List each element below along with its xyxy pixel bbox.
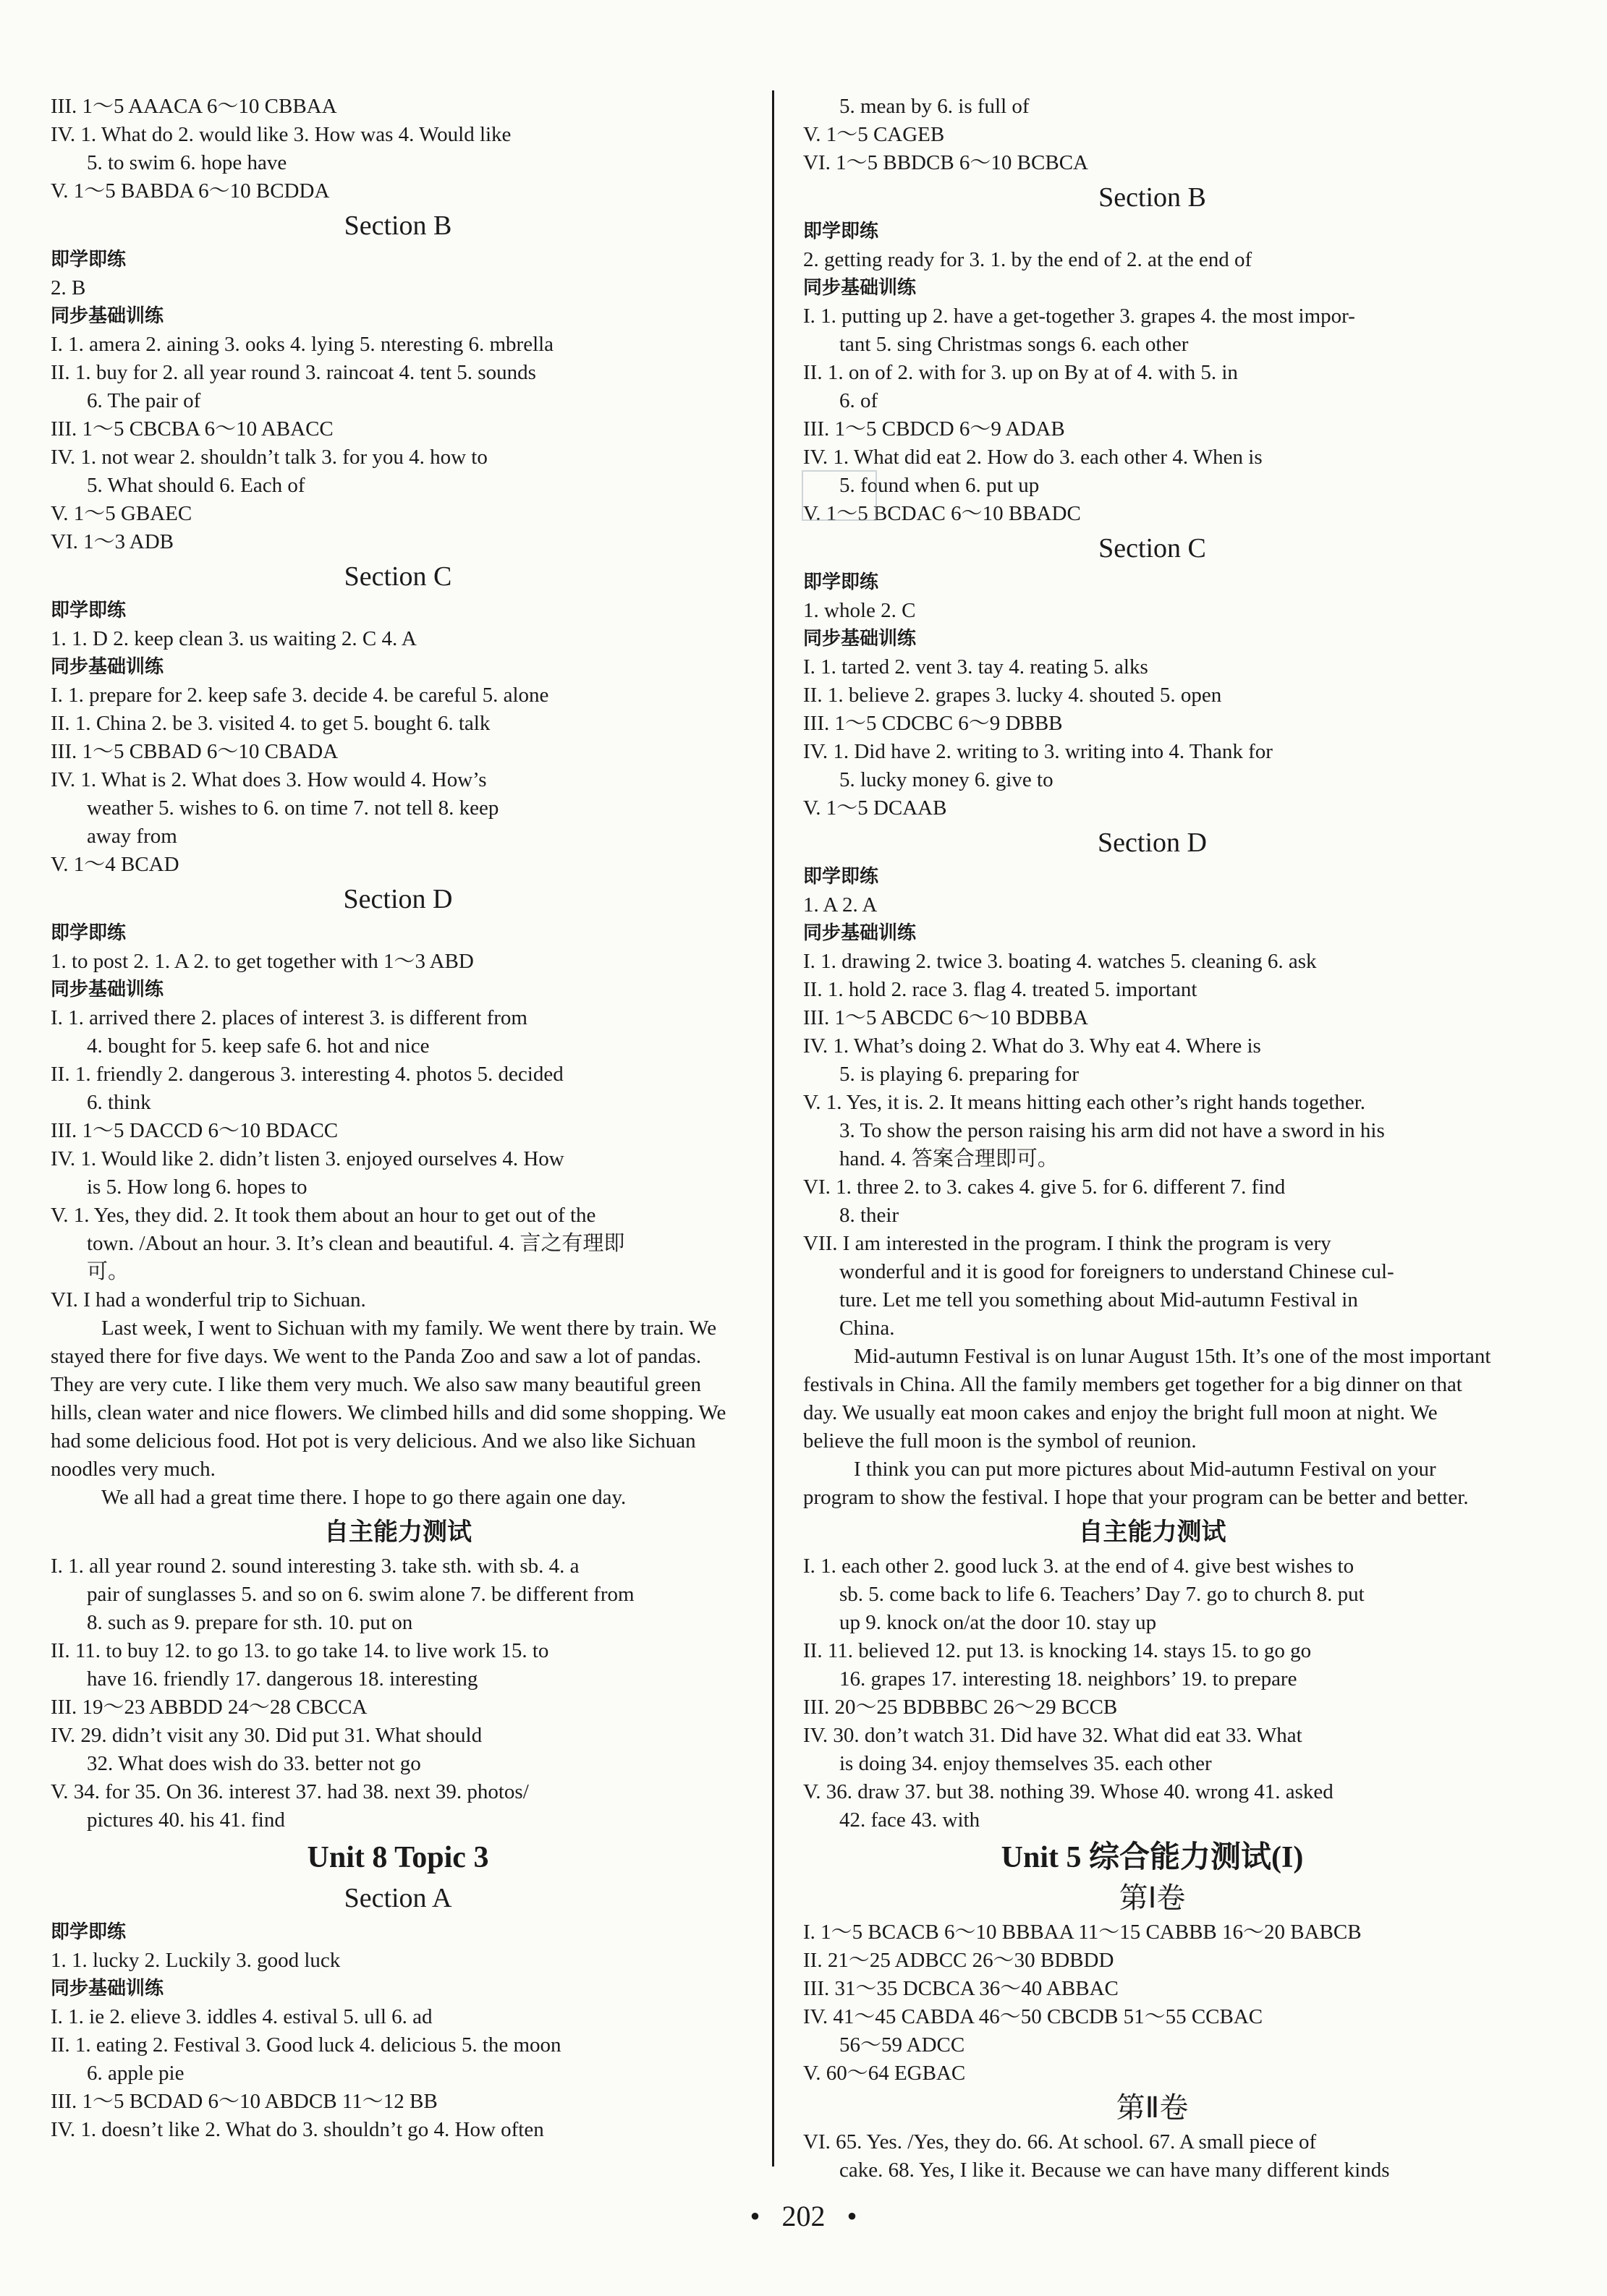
answer-continuation-line: cake. 68. Yes, I like it. Because we can have many different kinds [839,2159,1390,2182]
exercise-label: 同步基础训练 [51,1978,164,1999]
answer-line: VI. I had a wonderful trip to Sichuan. [51,1288,366,1311]
answer-line: IV. 1. What is 2. What does 3. How would 4. How’s [51,768,487,791]
answer-continuation-line: up 9. knock on/at the door 10. stay up [839,1611,1157,1634]
faint-stamp-mark [802,470,877,521]
unit-heading: Unit 8 Topic 3 [307,1841,489,1874]
answer-line: II. 1. friendly 2. dangerous 3. interesting 4. photos 5. decided [51,1063,564,1086]
answer-line: III. 1～5 CBBAD 6～10 CBADA [51,740,339,763]
exercise-label: 即学即练 [51,922,127,944]
answer-line: 2. getting ready for 3. 1. by the end of 2. at the end of [803,248,1252,271]
answer-line: III. 1～5 DACCD 6～10 BDACC [51,1119,339,1142]
section-heading: Section A [344,1883,452,1913]
answer-line: V. 1～5 DCAAB [803,796,947,820]
answer-line: IV. 29. didn’t visit any 30. Did put 31. What should [51,1724,483,1747]
answer-continuation-line: 8. such as 9. prepare for sth. 10. put on [87,1611,413,1634]
answer-continuation-line: 5. mean by 6. is full of [839,95,1030,118]
answer-line: II. 1. on of 2. with for 3. up on By at of 4. with 5. in [803,361,1238,384]
answer-line: I. 1. ie 2. elieve 3. iddles 4. estival 5. ull 6. ad [51,2005,433,2028]
answer-line: I. 1. amera 2. aining 3. ooks 4. lying 5. nteresting 6. mbrella [51,333,554,356]
answer-line: IV. 1. not wear 2. shouldn’t talk 3. for you 4. how to [51,446,488,469]
exercise-label: 同步基础训练 [51,656,164,678]
paper-part-heading: 第Ⅰ卷 [1119,1882,1186,1915]
answer-continuation-line: town. /About an hour. 3. It’s clean and beautiful. 4. 言之有理即 [87,1232,625,1255]
essay-paragraph: I think you can put more pictures about Mid-autumn Festival on your program to show the festival. I hope that your program can be better and better. [803,1458,1469,1509]
answer-line: I. 1. tarted 2. vent 3. tay 4. reating 5. alks [803,655,1148,679]
answer-continuation-line: 5. found when 6. put up [839,474,1040,497]
answer-line: IV. 1. What did eat 2. How do 3. each other 4. When is [803,446,1263,469]
answer-line: VI. 1～3 ADB [51,530,174,553]
answer-line: III. 1～5 CBDCD 6～9 ADAB [803,417,1065,441]
answer-continuation-line: 3. To show the person raising his arm did not have a sword in his [839,1119,1385,1142]
answer-line: II. 11. believed 12. put 13. is knocking 14. stays 15. to go go [803,1639,1312,1662]
answer-line: V. 1～5 GBAEC [51,502,192,525]
answer-continuation-line: tant 5. sing Christmas songs 6. each other [839,333,1189,356]
answer-line: V. 36. draw 37. but 38. nothing 39. Whose 40. wrong 41. asked [803,1780,1333,1803]
left-column [51,93,745,2144]
answer-continuation-line: sb. 5. come back to life 6. Teachers’ Day 7. go to church 8. put [839,1583,1365,1606]
answer-line: I. 1～5 BCACB 6～10 BBBAA 11～15 CABBB 16～20 BABCB [803,1921,1362,1944]
answer-continuation-line: 32. What does wish do 33. better not go [87,1752,421,1775]
answer-continuation-line: wonderful and it is good for foreigners to understand Chinese cul- [839,1260,1394,1283]
test-heading: 自主能力测试 [1078,1518,1226,1547]
section-heading: Section C [1098,533,1206,564]
answer-line: VI. 1～5 BBDCB 6～10 BCBCA [803,151,1088,174]
answer-line: II. 1. believe 2. grapes 3. lucky 4. shouted 5. open [803,684,1222,707]
answer-line: V. 60～64 EGBAC [803,2062,966,2085]
answer-continuation-line: 可。 [87,1260,130,1283]
answer-line: VI. 65. Yes. /Yes, they do. 66. At school. 67. A small piece of [803,2130,1317,2153]
exercise-label: 同步基础训练 [51,305,164,327]
essay-paragraph: Mid-autumn Festival is on lunar August 15th. It’s one of the most important festivals in China. All the family members get together for a big dinner on that day. We usually eat moon cakes and enjoy the bright full moon at night. We believe the full moon is the symbol of reunion. [803,1345,1491,1453]
answer-continuation-line: 6. think [87,1091,151,1114]
answer-continuation-line: 8. their [839,1204,899,1227]
answer-line: III. 1～5 AAACA 6～10 CBBAA [51,95,337,118]
answer-line: II. 1. eating 2. Festival 3. Good luck 4. delicious 5. the moon [51,2033,561,2057]
answer-line: IV. 1. doesn’t like 2. What do 3. shouldn’t go 4. How often [51,2118,544,2141]
test-heading: 自主能力测试 [324,1518,472,1547]
answer-line: IV. 30. don’t watch 31. Did have 32. What did eat 33. What [803,1724,1302,1747]
answer-line: V. 1. Yes, they did. 2. It took them about an hour to get out of the [51,1204,596,1227]
answer-continuation-line: ture. Let me tell you something about Mid-autumn Festival in [839,1288,1358,1311]
exercise-label: 即学即练 [803,866,879,888]
answer-line: V. 1～4 BCAD [51,853,179,876]
section-heading: Section B [344,211,452,241]
answer-continuation-line: 5. to swim 6. hope have [87,151,287,174]
answer-continuation-line: hand. 4. 答案合理即可。 [839,1147,1059,1170]
answer-line: II. 11. to buy 12. to go 13. to go take 14. to live work 15. to [51,1639,549,1662]
answer-line: III. 1～5 CBCBA 6～10 ABACC [51,417,334,441]
answer-line: I. 1. all year round 2. sound interesting 3. take sth. with sb. 4. a [51,1555,580,1578]
answer-continuation-line: 5. is playing 6. preparing for [839,1063,1080,1086]
answer-line: III. 19～23 ABBDD 24～28 CBCCA [51,1696,368,1719]
answer-line: III. 31～35 DCBCA 36～40 ABBAC [803,1977,1119,2000]
answer-line: III. 1～5 CDCBC 6～9 DBBB [803,712,1063,735]
answer-line: 1. 1. D 2. keep clean 3. us waiting 2. C 4. A [51,627,417,650]
exercise-label: 即学即练 [803,221,879,242]
answer-continuation-line: have 16. friendly 17. dangerous 18. interesting [87,1667,478,1691]
exercise-label: 同步基础训练 [51,979,164,1000]
answer-line: 1. 1. lucky 2. Luckily 3. good luck [51,1949,341,1972]
answer-line: V. 1～5 BCDAC 6～10 BBADC [803,502,1081,525]
answer-line: V. 1～5 BABDA 6～10 BCDDA [51,179,330,203]
paper-part-heading: 第Ⅱ卷 [1116,2091,1189,2125]
answer-line: II. 1. China 2. be 3. visited 4. to get 5. bought 6. talk [51,712,491,735]
answer-continuation-line: 16. grapes 17. interesting 18. neighbors’ 19. to prepare [839,1667,1297,1691]
exercise-label: 即学即练 [51,249,127,271]
exercise-label: 同步基础训练 [803,922,917,944]
page-number-value: 202 [781,2200,826,2232]
answer-line: I. 1. arrived there 2. places of interest 3. is different from [51,1006,527,1029]
right-column [803,93,1501,2185]
answer-continuation-line: 6. apple pie [87,2062,185,2085]
answer-line: IV. 1. Did have 2. writing to 3. writing into 4. Thank for [803,740,1273,763]
answer-continuation-line: 6. The pair of [87,389,201,412]
essay-paragraph: We all had a great time there. I hope to go there again one day. [101,1486,627,1509]
answer-continuation-line: pair of sunglasses 5. and so on 6. swim alone 7. be different from [87,1583,635,1606]
answer-line: II. 1. hold 2. race 3. flag 4. treated 5. important [803,978,1197,1001]
answer-line: III. 1～5 BCDAD 6～10 ABDCB 11～12 BB [51,2090,438,2113]
answer-continuation-line: 6. of [839,389,878,412]
exercise-label: 同步基础训练 [803,628,917,650]
column-divider [772,90,774,2167]
answer-continuation-line: weather 5. wishes to 6. on time 7. not tell 8. keep [87,796,499,820]
answer-line: 1. A 2. A [803,893,878,917]
exercise-label: 即学即练 [803,571,879,593]
answer-line: IV. 1. What’s doing 2. What do 3. Why eat 4. Where is [803,1034,1261,1058]
answer-continuation-line: is doing 34. enjoy themselves 35. each other [839,1752,1212,1775]
answer-continuation-line: 4. bought for 5. keep safe 6. hot and nice [87,1034,430,1058]
answer-line: V. 1～5 CAGEB [803,123,945,146]
section-heading: Section B [1098,182,1206,213]
answer-continuation-line: 42. face 43. with [839,1808,980,1832]
answer-line: 1. whole 2. C [803,599,916,622]
answer-line: III. 20～25 BDBBBC 26～29 BCCB [803,1696,1118,1719]
answer-continuation-line: 5. What should 6. Each of [87,474,305,497]
answer-continuation-line: 5. lucky money 6. give to [839,768,1053,791]
section-heading: Section D [1098,828,1207,858]
unit-heading: Unit 5 综合能力测试(I) [1001,1841,1304,1874]
exercise-label: 即学即练 [51,600,127,621]
answer-line: IV. 1. What do 2. would like 3. How was 4. Would like [51,123,512,146]
exercise-label: 同步基础训练 [803,277,917,299]
answer-line: 2. B [51,276,86,299]
section-heading: Section D [343,884,453,914]
answer-line: I. 1. each other 2. good luck 3. at the end of 4. give best wishes to [803,1555,1354,1578]
answer-line: III. 1～5 ABCDC 6～10 BDBBA [803,1006,1088,1029]
answer-line: II. 21～25 ADBCC 26～30 BDBDD [803,1949,1114,1972]
answer-line: I. 1. putting up 2. have a get-together 3. grapes 4. the most impor- [803,305,1355,328]
answer-line: IV. 41～45 CABDA 46～50 CBCDB 51～55 CCBAC [803,2005,1263,2028]
answer-continuation-line: pictures 40. his 41. find [87,1808,285,1832]
page-number: • 202 • [750,2200,857,2232]
answer-line: V. 34. for 35. On 36. interest 37. had 38. next 39. photos/ [51,1780,529,1803]
essay-paragraph: Last week, I went to Sichuan with my family. We went there by train. We stayed there for five days. We went to the Panda Zoo and saw a lot of pandas. They are very cute. I like them very much. We also saw many beautiful green hills, clean water and nice flowers. We climbed hills and did some shopping. We had some delicious food. Hot pot is very delicious. And we also like Sichuan noodles very much. [51,1317,726,1481]
answer-line: I. 1. prepare for 2. keep safe 3. decide 4. be careful 5. alone [51,684,549,707]
section-heading: Section C [344,561,452,592]
answer-continuation-line: is 5. How long 6. hopes to [87,1175,308,1199]
answer-line: IV. 1. Would like 2. didn’t listen 3. enjoyed ourselves 4. How [51,1147,564,1170]
answer-continuation-line: China. [839,1317,895,1340]
answer-line: VII. I am interested in the program. I think the program is very [803,1232,1331,1255]
answer-line: VI. 1. three 2. to 3. cakes 4. give 5. for 6. different 7. find [803,1175,1286,1199]
answer-line: I. 1. drawing 2. twice 3. boating 4. watches 5. cleaning 6. ask [803,950,1317,973]
exercise-label: 即学即练 [51,1921,127,1943]
answer-continuation-line: away from [87,825,177,848]
answer-line: 1. to post 2. 1. A 2. to get together with 1～3 ABD [51,950,474,973]
answer-line: II. 1. buy for 2. all year round 3. raincoat 4. tent 5. sounds [51,361,536,384]
answer-continuation-line: 56～59 ADCC [839,2033,965,2057]
answer-line: V. 1. Yes, it is. 2. It means hitting each other’s right hands together. [803,1091,1366,1114]
